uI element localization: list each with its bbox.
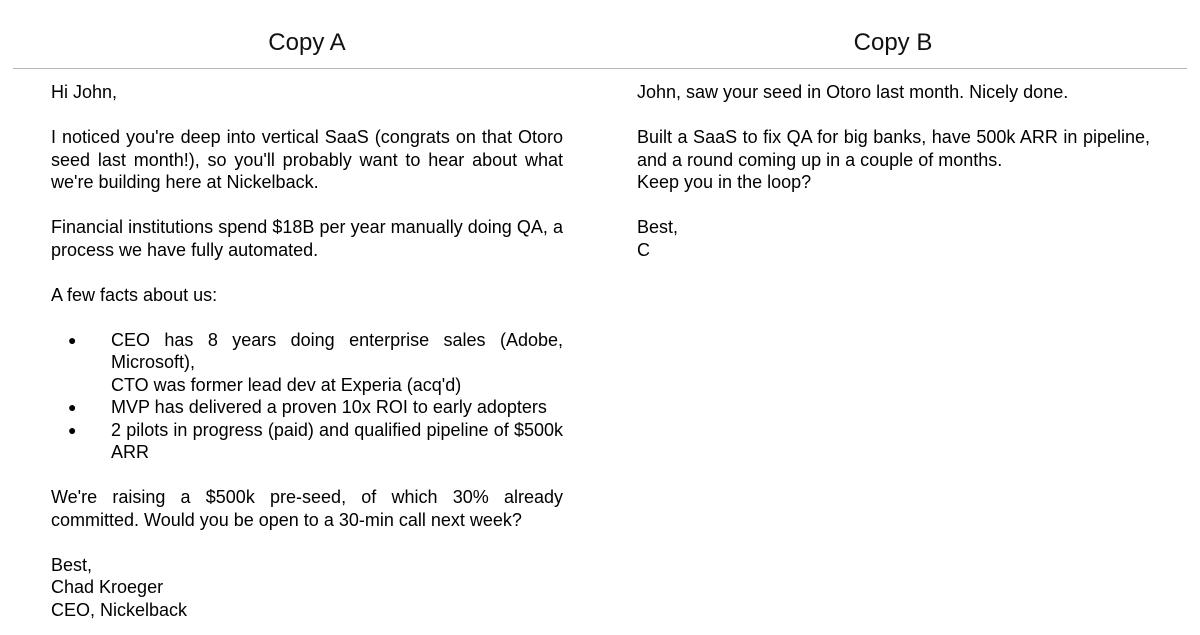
list-item [51,419,563,464]
list-item [51,329,563,397]
facts-intro: A few facts about us: [51,284,218,305]
pitch-paragraph [637,126,1150,194]
list-item-text: CEO has 8 years doing enterprise sales (Adobe, Microsoft), [111,329,563,372]
bullet-icon: ● [68,421,77,438]
pitch-text: Built a SaaS to fix QA for big banks, have 500k ARR in pipeline, and a round coming up in a couple of months. [637,127,1150,170]
email-copy-a [51,81,563,621]
problem-paragraph: Financial institutions spend $18B per year manually doing QA, a process we have fully automated. [51,217,563,260]
list-item-text: MVP has delivered a proven 10x ROI to early adopters [111,397,547,417]
signoff: Best, [637,217,679,237]
opening-paragraph: John, saw your seed in Otoro last month. Nicely done. [637,82,1069,102]
copy-b-title: Copy B [853,29,933,56]
copy-a-title: Copy A [268,29,346,56]
signature-block [637,216,1150,261]
ask-paragraph: We're raising a $500k pre-seed, of which 30% already committed. Would you be open to a 30-min call next week? [51,487,563,530]
email-copy-b [637,81,1150,261]
bullet-icon: ● [68,399,77,415]
list-item-text: 2 pilots in progress (paid) and qualified pipeline of $500k ARR [111,419,563,462]
sender-initial: C [637,239,650,260]
list-item [51,396,563,419]
intro-paragraph: I noticed you're deep into vertical SaaS (congrats on that Otoro seed last month!), so you'll probably want to hear about what we're building here at Nickelback. [51,127,563,192]
facts-list [51,329,563,464]
greeting: Hi John, [51,82,118,102]
header-divider [13,68,1187,69]
list-item-continuation: CTO was former lead dev at Experia (acq'd) [111,374,462,395]
pitch-question: Keep you in the loop? [637,172,812,192]
bullet-icon: ● [68,331,77,348]
signature-block [51,554,563,622]
sender-name: Chad Kroeger [51,577,164,597]
signoff: Best, [51,554,93,575]
sender-title: CEO, Nickelback [51,599,188,620]
comparison-header [0,0,1200,68]
